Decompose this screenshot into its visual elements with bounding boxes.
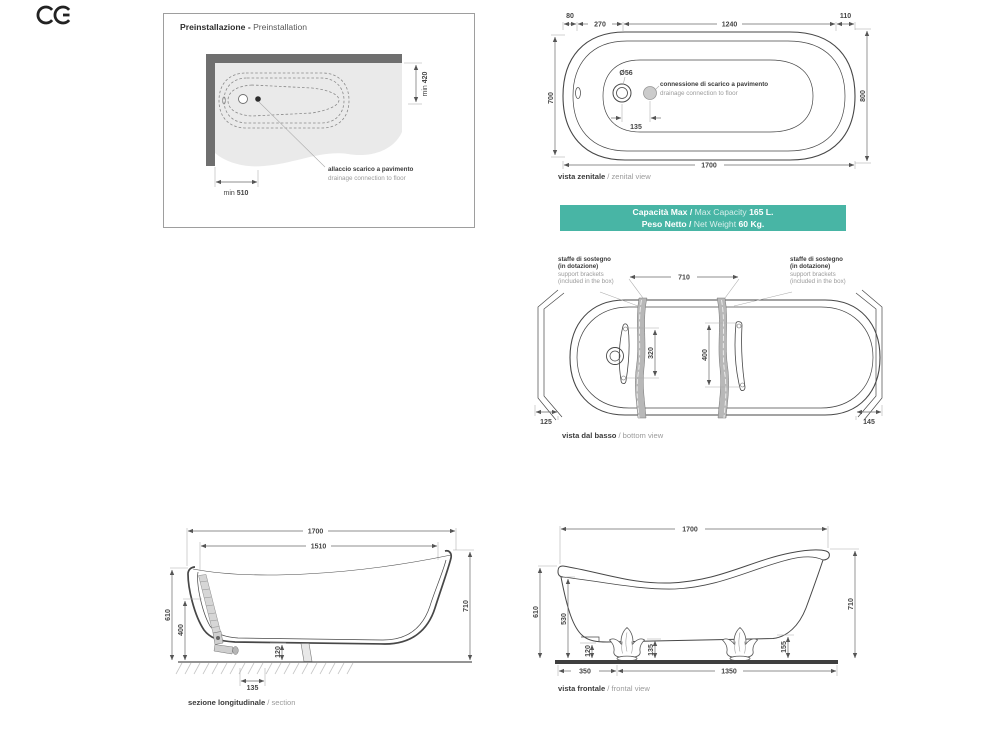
bracket-label-right: staffe di sostegno (in dotazione) support brackets (included in the box)	[790, 256, 846, 286]
dim-400-label: 400	[178, 624, 185, 636]
dim-530-label: 530	[561, 613, 568, 625]
zen-drain-label-it: connessione di scarico a pavimento	[660, 81, 769, 88]
zenital-caption-it: vista zenitale	[558, 172, 606, 181]
dim-400-label: 400	[702, 349, 709, 361]
bracket-label-it1: staffe di sostegno	[558, 256, 611, 263]
bracket-leader-right	[734, 292, 792, 306]
bracket-label-en1: support brackets	[558, 270, 604, 278]
dim-1700-label: 1700	[682, 526, 698, 534]
wall-left	[206, 54, 215, 166]
dim-610-label: 610	[165, 609, 172, 621]
drain-icon-inner	[617, 88, 628, 99]
dim-135	[240, 668, 265, 692]
dim-120-label: 120	[585, 645, 592, 657]
dim-1510-label: 1510	[310, 543, 327, 551]
drain-icon-inner	[610, 351, 620, 361]
overflow-icon	[576, 88, 581, 99]
pre-drain-label-it: allaccio scarico a pavimento	[328, 166, 414, 173]
dim-700-label: 700	[548, 92, 555, 104]
dim-135	[611, 101, 661, 131]
dim-710-label: 710	[463, 600, 470, 612]
clawfoot-left	[610, 628, 645, 661]
dim-135	[647, 639, 661, 658]
dim-610	[533, 566, 557, 658]
dim-400	[178, 599, 202, 660]
dim-min-510	[215, 167, 258, 197]
dim-320-label: 320	[648, 347, 655, 359]
support-bracket-right	[717, 298, 729, 418]
support-bracket-left	[635, 298, 647, 418]
tub-frontal-outline	[558, 550, 829, 642]
frontal-view-drawing	[525, 520, 880, 692]
bracket-label-left	[558, 256, 614, 286]
dim-710	[629, 275, 739, 299]
dim-1350-label: 1350	[721, 668, 737, 676]
capacity-banner	[560, 205, 846, 231]
pre-drain-label-en: drainage connection to floor	[328, 175, 406, 182]
dim-120-label: 120	[275, 646, 282, 658]
dim-800	[855, 29, 871, 163]
preinstallation-panel	[163, 13, 475, 228]
ground-hatching	[176, 663, 353, 674]
dim-1700-label: 1700	[701, 162, 717, 170]
dim-800-label: 800	[860, 90, 867, 102]
ce-mark-icon	[36, 3, 76, 29]
capacity-line	[560, 206, 846, 218]
bracket-label-en2: (included in the box)	[558, 278, 614, 286]
dim-110-label: 110	[839, 13, 852, 20]
dim-155-label: 155	[781, 641, 788, 653]
zen-drain-label-en: drainage connection to floor	[660, 90, 738, 97]
dim-610-label: 610	[533, 606, 540, 618]
dim-155	[777, 635, 794, 658]
preinstallation-title-en: Preinstallation	[250, 22, 308, 32]
zenital-caption	[558, 172, 651, 181]
dim-350-1350	[558, 665, 837, 676]
handle-right	[735, 322, 745, 391]
capacity-label-en: Max Capacity	[694, 207, 750, 217]
dim-610	[165, 568, 188, 660]
dim-chain-top	[563, 13, 855, 31]
ground-bar	[555, 660, 838, 664]
frontal-caption: vista frontale / frontal view	[558, 684, 650, 693]
weight-label-it: Peso Netto /	[641, 219, 694, 229]
tub-section-shell	[188, 551, 451, 644]
faucet-hole-icon	[239, 95, 248, 104]
preinstallation-drawing	[164, 14, 476, 229]
rear-leg	[301, 644, 312, 662]
dim-145	[856, 405, 882, 426]
dim-1240-label: 1240	[721, 21, 738, 29]
clawfoot-right	[723, 628, 758, 661]
dim-120	[580, 643, 596, 658]
wall-top	[206, 54, 402, 63]
wall-break-left	[538, 290, 564, 420]
dim-135-label: 135	[648, 644, 655, 656]
zenital-view-drawing	[545, 5, 900, 183]
dim-270-label: 270	[594, 21, 606, 29]
dim-350-label: 350	[579, 668, 591, 676]
dim-135-label: 135	[246, 685, 259, 692]
dim-1700-label: 1700	[307, 528, 324, 536]
bottom-view-caption: vista dal basso / bottom view	[562, 431, 664, 440]
capacity-value: 165 L.	[749, 207, 774, 217]
dim-min-510-label: min 510	[223, 190, 249, 197]
dim-min-420	[404, 63, 429, 104]
dim-1510	[200, 542, 438, 570]
dim-135-label: 135	[630, 124, 642, 131]
zenital-caption-en: / zenital view	[607, 172, 651, 181]
dim-80-label: 80	[566, 13, 574, 20]
dim-710-label: 710	[678, 274, 690, 282]
bracket-label-it2: (in dotazione)	[558, 263, 599, 271]
dim-1700	[560, 526, 828, 564]
drain-diameter-label: Ø56	[619, 70, 633, 77]
dim-1700	[563, 161, 855, 170]
weight-value: 60 Kg.	[738, 219, 765, 229]
dim-120	[270, 643, 286, 660]
dim-145-label: 145	[863, 419, 875, 426]
wall-break-right	[856, 290, 882, 420]
dim-710-label: 710	[848, 598, 855, 610]
dim-710	[830, 549, 859, 658]
dim-710	[453, 550, 474, 660]
dim-min-420-label: min 420	[422, 71, 429, 97]
weight-label-en: Net Weight	[693, 219, 739, 229]
tub-far-rim-line	[193, 555, 451, 575]
dim-125-label: 125	[540, 419, 552, 426]
weight-line	[560, 218, 846, 230]
section-caption: sezione longitudinale / section	[188, 698, 296, 707]
capacity-label-it: Capacità Max /	[632, 207, 695, 217]
drain-point-icon	[255, 96, 261, 102]
floor-connection-icon	[644, 87, 657, 100]
preinstallation-title-it: Preinstallazione -	[180, 22, 251, 32]
bracket-leader-left	[600, 292, 638, 306]
section-view-drawing	[160, 520, 490, 692]
connection-leader-line	[655, 86, 659, 90]
